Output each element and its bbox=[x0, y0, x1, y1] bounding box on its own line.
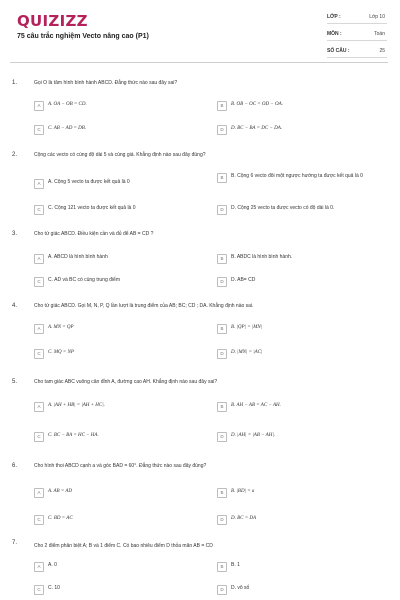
option-label: C. BD = AC bbox=[48, 516, 73, 521]
option-letter-box[interactable]: C bbox=[34, 585, 44, 595]
option-label: C. Cộng 121 vecto ta được kết quả là 0 bbox=[48, 205, 136, 211]
question-text: Cho 2 điểm phân biệt A; B và 1 điểm C. Có bao nhiêu điểm D thỏa mãn AB = CD bbox=[34, 543, 213, 549]
option-letter-box[interactable]: C bbox=[34, 432, 44, 442]
option-label: D. Cộng 25 vecto ta được vecto có độ dài là 0. bbox=[231, 205, 335, 211]
question-text: Cộng các vecto có cùng độ dài 5 và cùng giá. Khẳng định nào sau đây đúng? bbox=[34, 152, 206, 158]
option-letter-box[interactable]: A bbox=[34, 324, 44, 334]
option-letter-box[interactable]: B bbox=[217, 324, 227, 334]
option-letter-box[interactable]: A bbox=[34, 179, 44, 189]
option-letter-box[interactable]: D bbox=[217, 205, 227, 215]
option-label: A. Cộng 5 vecto ta được kết quả là 0 bbox=[48, 179, 130, 185]
option-letter-box[interactable]: D bbox=[217, 585, 227, 595]
option-letter-box[interactable]: B bbox=[217, 402, 227, 412]
option-label: B. AH − AB = AC − AH. bbox=[231, 403, 281, 408]
info-key: LỚP : bbox=[327, 14, 341, 20]
option-letter-box[interactable]: D bbox=[217, 349, 227, 359]
option-letter-box[interactable]: D bbox=[217, 277, 227, 287]
question-number: 3. bbox=[12, 231, 18, 237]
option-label: A. 0 bbox=[48, 562, 57, 568]
option-letter-box[interactable]: C bbox=[34, 205, 44, 215]
question-text: Cho tứ giác ABCD. Gọi M, N, P, Q lần lượt là trung điểm của AB; BC; CD ; DA. Khẳng định nào sai. bbox=[34, 303, 254, 309]
info-row-count bbox=[327, 46, 387, 58]
question-text: Cho tứ giác ABCD. Điều kiện cần và đủ để AB = CD ? bbox=[34, 231, 154, 237]
option-letter-box[interactable]: D bbox=[217, 432, 227, 442]
question-number: 6. bbox=[12, 463, 18, 469]
option-label: C. AD và BC có cùng trung điểm bbox=[48, 277, 120, 283]
question-number: 7. bbox=[12, 540, 18, 546]
option-letter-box[interactable]: B bbox=[217, 488, 227, 498]
option-label: B. ABDC là hình bình hành. bbox=[231, 254, 293, 260]
option-letter-box[interactable]: B bbox=[217, 173, 227, 183]
option-label: D. BC − BA = DC − DA. bbox=[231, 126, 283, 131]
info-value: 25 bbox=[379, 48, 385, 54]
option-label: A. OA − OB = CD. bbox=[48, 102, 87, 107]
option-label: B. 1 bbox=[231, 562, 240, 568]
info-row-class bbox=[327, 12, 387, 24]
option-letter-box[interactable]: C bbox=[34, 349, 44, 359]
info-key: SỐ CÂU : bbox=[327, 48, 350, 54]
option-label: D. |AH| = |AB − AH|. bbox=[231, 433, 275, 438]
option-label: C. BC − BA = HC − HA. bbox=[48, 433, 99, 438]
option-label: C. MQ = NP bbox=[48, 350, 74, 355]
option-letter-box[interactable]: A bbox=[34, 101, 44, 111]
info-value: Toán bbox=[374, 31, 385, 37]
page-title: 75 câu trắc nghiệm Vecto nâng cao (P1) bbox=[17, 33, 149, 40]
option-label: D. |MN| = |AC| bbox=[231, 350, 263, 355]
option-label: B. |BD| = a bbox=[231, 489, 255, 494]
question-number: 5. bbox=[12, 379, 18, 385]
option-letter-box[interactable]: A bbox=[34, 402, 44, 412]
question-text: Cho hình thoi ABCD cạnh a và góc BAD = 60°. Đẳng thức nào sau đây đúng? bbox=[34, 463, 207, 469]
info-key: MÔN : bbox=[327, 31, 342, 37]
option-letter-box[interactable]: D bbox=[217, 515, 227, 525]
info-row-subject bbox=[327, 29, 387, 41]
logo: QUIZIZZ bbox=[17, 12, 88, 30]
option-label: D. vô số bbox=[231, 585, 250, 591]
option-label: C. 10 bbox=[48, 585, 60, 591]
option-letter-box[interactable]: D bbox=[217, 125, 227, 135]
question-text: Gọi O là tâm hình bình hành ABCD. Đẳng thức nào sau đây sai? bbox=[34, 80, 178, 86]
info-panel bbox=[327, 12, 387, 63]
option-label: A. MN = QP bbox=[48, 325, 74, 330]
option-label: C. AB − AD = DB. bbox=[48, 126, 87, 131]
question-number: 2. bbox=[12, 152, 18, 158]
option-label: B. OB − OC = OD − OA. bbox=[231, 102, 283, 107]
option-label: D. BC = DA bbox=[231, 516, 257, 521]
option-label: A. AB = AD bbox=[48, 489, 73, 494]
option-letter-box[interactable]: A bbox=[34, 254, 44, 264]
divider bbox=[10, 62, 388, 63]
option-letter-box[interactable]: A bbox=[34, 562, 44, 572]
option-letter-box[interactable]: C bbox=[34, 277, 44, 287]
option-label: A. |AH + HB| = |AH + HC|. bbox=[48, 403, 105, 408]
question-text: Cho tam giác ABC vuông cân đỉnh A, đường cao AH. Khẳng định nào sau đây sai? bbox=[34, 379, 218, 385]
option-letter-box[interactable]: C bbox=[34, 515, 44, 525]
option-letter-box[interactable]: B bbox=[217, 562, 227, 572]
question-number: 4. bbox=[12, 303, 18, 309]
option-label: B. |QP| = |MN| bbox=[231, 325, 263, 330]
option-letter-box[interactable]: C bbox=[34, 125, 44, 135]
option-label: A. ABCD là hình bình hành bbox=[48, 254, 108, 260]
info-value: Lớp 10 bbox=[369, 14, 385, 20]
question-number: 1. bbox=[12, 80, 18, 86]
option-label: B. Cộng 6 vecto đôi một ngược hướng ta được kết quả là 0 bbox=[231, 173, 363, 179]
option-letter-box[interactable]: A bbox=[34, 488, 44, 498]
option-letter-box[interactable]: B bbox=[217, 254, 227, 264]
option-letter-box[interactable]: B bbox=[217, 101, 227, 111]
option-label: D. AB= CD bbox=[231, 277, 256, 283]
